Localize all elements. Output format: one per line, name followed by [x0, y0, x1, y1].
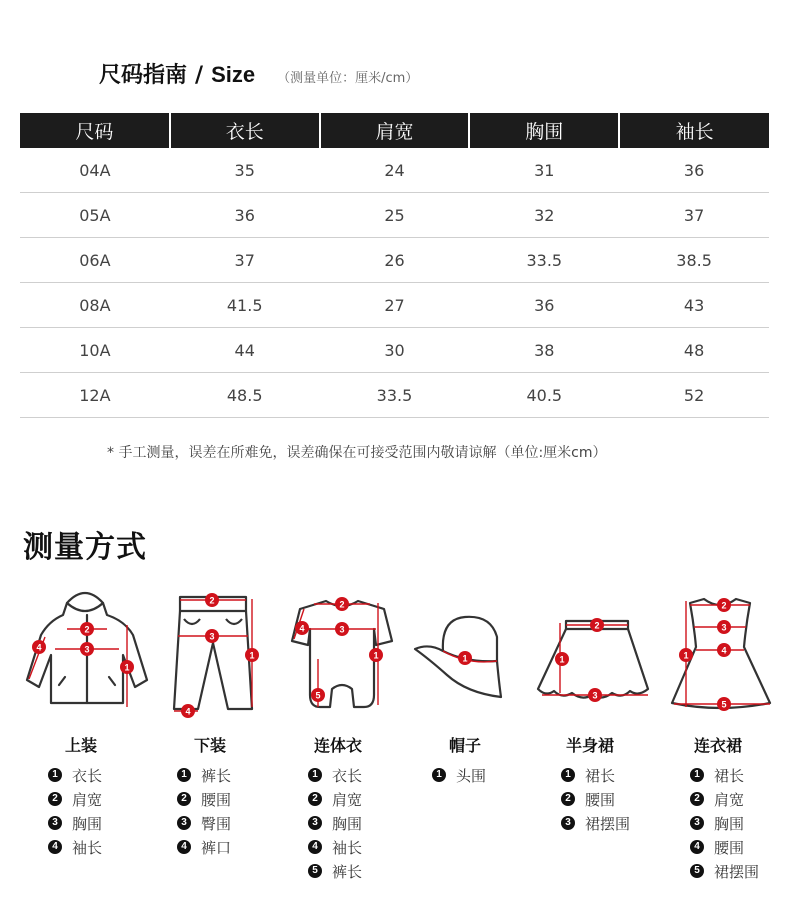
svg-text:1: 1: [373, 650, 379, 661]
list-item: [690, 787, 759, 811]
svg-text:4: 4: [185, 706, 191, 717]
number-3-icon: 3: [690, 816, 704, 830]
list-item-label: 裙摆围: [714, 862, 760, 881]
table-cell: 40.5: [469, 373, 619, 418]
svg-text:4: 4: [299, 623, 305, 634]
list-item-label: 袖长: [332, 838, 363, 857]
category-bottom: 下装: [193, 736, 226, 755]
number-1-icon: 1: [432, 768, 446, 782]
list-item: [48, 835, 102, 859]
measurement-list-bottom: [177, 763, 231, 859]
number-1-icon: 1: [308, 768, 322, 782]
list-item-label: 衣长: [332, 766, 363, 785]
number-2-icon: 2: [561, 792, 575, 806]
skirt-icon: [530, 585, 660, 715]
list-item-label: 胸围: [72, 814, 103, 833]
table-row: [20, 283, 769, 328]
category-skirt: 半身裙: [565, 736, 614, 755]
number-1-icon: 1: [48, 768, 62, 782]
list-item-label: 裤长: [332, 862, 363, 881]
table-cell: 41.5: [170, 283, 320, 328]
svg-text:3: 3: [721, 622, 727, 633]
table-cell: 52: [619, 373, 769, 418]
measurement-list-romper: [308, 763, 362, 883]
list-item: [308, 787, 362, 811]
skirt-illustration: [530, 585, 660, 715]
table-row: [20, 238, 769, 283]
table-header-row: [20, 113, 769, 148]
list-item-label: 裤长: [201, 766, 232, 785]
measurement-list-dress: [690, 763, 759, 883]
number-2-icon: 2: [690, 792, 704, 806]
category-hat: 帽子: [448, 736, 481, 755]
category-romper: 连体衣: [313, 736, 362, 755]
header-shoulder: 肩宽: [320, 113, 470, 148]
table-cell: 06A: [20, 238, 170, 283]
category-dress: 连衣裙: [693, 736, 742, 755]
svg-text:1: 1: [559, 654, 565, 665]
number-3-icon: 3: [308, 816, 322, 830]
number-2-icon: 2: [177, 792, 191, 806]
list-item-label: 裤口: [201, 838, 232, 857]
list-item: [561, 811, 630, 835]
list-item-label: 肩宽: [72, 790, 103, 809]
table-row: [20, 193, 769, 238]
dress-icon: [658, 585, 788, 715]
markers: [679, 598, 731, 711]
number-4-icon: 4: [177, 840, 191, 854]
number-3-icon: 3: [48, 816, 62, 830]
number-3-icon: 3: [177, 816, 191, 830]
svg-text:1: 1: [124, 662, 130, 673]
svg-text:2: 2: [721, 600, 727, 611]
list-item-label: 裙摆围: [585, 814, 631, 833]
list-item-label: 肩宽: [332, 790, 363, 809]
table-cell: 35: [170, 148, 320, 193]
list-item: [561, 787, 630, 811]
hat-icon: [407, 585, 537, 715]
svg-text:2: 2: [339, 599, 345, 610]
svg-text:4: 4: [721, 645, 727, 656]
svg-text:2: 2: [209, 595, 215, 606]
table-cell: 48.5: [170, 373, 320, 418]
list-item-label: 胸围: [332, 814, 363, 833]
svg-text:3: 3: [209, 631, 215, 642]
list-item: [561, 763, 630, 787]
title-unit: （测量单位：厘米/cm）: [277, 71, 419, 86]
table-cell: 33.5: [469, 238, 619, 283]
title-separator: /: [195, 63, 204, 88]
list-item-label: 裙长: [714, 766, 745, 785]
table-cell: 36: [170, 193, 320, 238]
header-size: 尺码: [20, 113, 170, 148]
svg-text:1: 1: [462, 653, 468, 664]
list-item-label: 袖长: [72, 838, 103, 857]
list-item: [177, 763, 231, 787]
list-item-label: 裙长: [585, 766, 616, 785]
svg-text:5: 5: [721, 699, 727, 710]
svg-text:2: 2: [594, 620, 600, 631]
list-item-label: 头围: [456, 766, 487, 785]
markers: [555, 618, 604, 702]
svg-text:4: 4: [36, 642, 42, 653]
table-row: [20, 148, 769, 193]
list-item-label: 胸围: [714, 814, 745, 833]
table-cell: 37: [619, 193, 769, 238]
list-item: [48, 811, 102, 835]
number-4-icon: 4: [690, 840, 704, 854]
list-item: [308, 811, 362, 835]
markers: [458, 651, 472, 665]
table-cell: 38: [469, 328, 619, 373]
table-row: [20, 373, 769, 418]
table-cell: 44: [170, 328, 320, 373]
measurement-list-hat: [432, 763, 486, 787]
table-cell: 05A: [20, 193, 170, 238]
list-item: [308, 835, 362, 859]
header-chest: 胸围: [469, 113, 619, 148]
table-cell: 37: [170, 238, 320, 283]
title-cn: 尺码指南: [99, 63, 188, 88]
table-cell: 30: [320, 328, 470, 373]
svg-text:3: 3: [339, 624, 345, 635]
table-cell: 08A: [20, 283, 170, 328]
table-cell: 12A: [20, 373, 170, 418]
header-length: 衣长: [170, 113, 320, 148]
pants-icon: [150, 585, 280, 715]
list-item: [177, 811, 231, 835]
list-item-label: 肩宽: [714, 790, 745, 809]
list-item: [690, 859, 759, 883]
measurement-note: * 手工测量，误差在所难免，误差确保在可接受范围内敬请谅解（单位:厘米cm）: [107, 445, 607, 461]
list-item: [48, 787, 102, 811]
table-cell: 48: [619, 328, 769, 373]
table-cell: 04A: [20, 148, 170, 193]
list-item-label: 腰围: [585, 790, 616, 809]
list-item: [308, 859, 362, 883]
table-cell: 10A: [20, 328, 170, 373]
table-cell: 26: [320, 238, 470, 283]
list-item: [690, 763, 759, 787]
measurement-list-skirt: [561, 763, 630, 835]
list-item: [432, 763, 486, 787]
number-1-icon: 1: [561, 768, 575, 782]
header-sleeve: 袖长: [619, 113, 769, 148]
svg-text:1: 1: [683, 650, 689, 661]
number-1-icon: 1: [690, 768, 704, 782]
jacket-illustration: [15, 585, 145, 715]
size-guide-title: [99, 58, 418, 89]
category-top: 上装: [64, 736, 97, 755]
title-en: Size: [211, 62, 256, 87]
svg-text:1: 1: [249, 650, 255, 661]
romper-icon: [280, 585, 410, 715]
svg-text:5: 5: [315, 690, 321, 701]
list-item-label: 衣长: [72, 766, 103, 785]
size-table: [20, 113, 769, 418]
table-row: [20, 328, 769, 373]
dress-illustration: [658, 585, 788, 715]
list-item: [48, 763, 102, 787]
number-4-icon: 4: [308, 840, 322, 854]
table-cell: 24: [320, 148, 470, 193]
table-cell: 31: [469, 148, 619, 193]
table-cell: 25: [320, 193, 470, 238]
svg-text:3: 3: [592, 690, 598, 701]
list-item-label: 腰围: [714, 838, 745, 857]
table-cell: 27: [320, 283, 470, 328]
measurement-list-top: [48, 763, 102, 859]
table-cell: 38.5: [619, 238, 769, 283]
list-item-label: 臀围: [201, 814, 232, 833]
number-1-icon: 1: [177, 768, 191, 782]
table-cell: 33.5: [320, 373, 470, 418]
list-item: [690, 811, 759, 835]
number-2-icon: 2: [308, 792, 322, 806]
pants-illustration: [150, 585, 280, 715]
table-cell: 43: [619, 283, 769, 328]
svg-text:3: 3: [84, 644, 90, 655]
list-item: [308, 763, 362, 787]
list-item: [690, 835, 759, 859]
number-3-icon: 3: [561, 816, 575, 830]
hat-illustration: [407, 585, 537, 715]
table-cell: 36: [469, 283, 619, 328]
number-2-icon: 2: [48, 792, 62, 806]
table-cell: 32: [469, 193, 619, 238]
number-4-icon: 4: [48, 840, 62, 854]
table-cell: 36: [619, 148, 769, 193]
romper-illustration: [280, 585, 410, 715]
list-item: [177, 835, 231, 859]
section-title: 测量方式: [23, 530, 147, 565]
list-item-label: 腰围: [201, 790, 232, 809]
svg-text:2: 2: [84, 624, 90, 635]
number-5-icon: 5: [690, 864, 704, 878]
number-5-icon: 5: [308, 864, 322, 878]
list-item: [177, 787, 231, 811]
jacket-icon: [15, 585, 145, 715]
